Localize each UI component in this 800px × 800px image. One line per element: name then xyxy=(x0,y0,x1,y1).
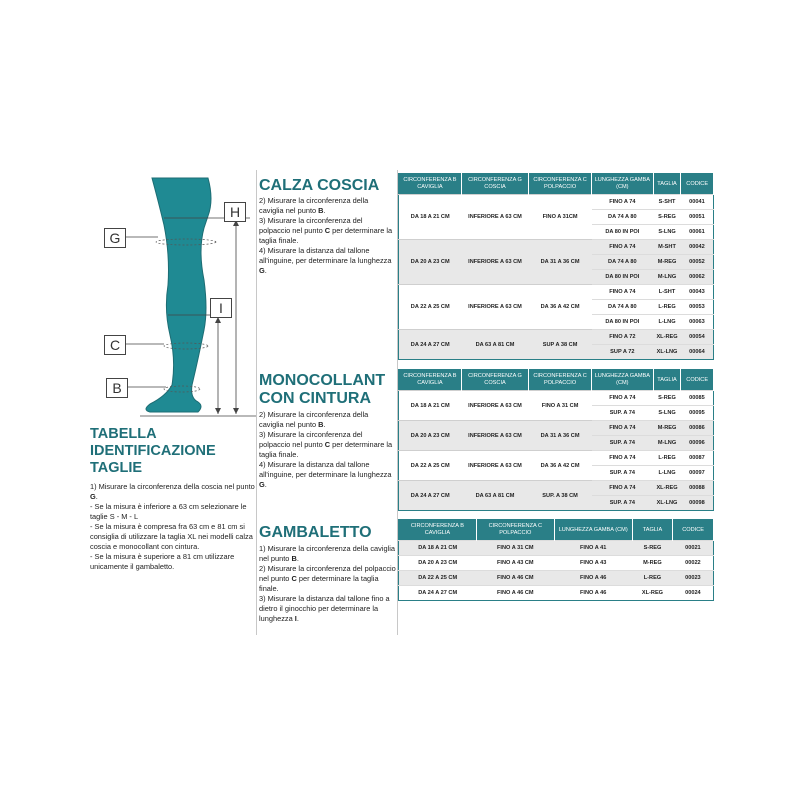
table-cell: L-REG xyxy=(632,571,673,586)
table-cell: SUP. A 38 CM xyxy=(529,481,592,511)
label-b: B xyxy=(106,378,128,398)
tabella-line: - Se la misura è superiore a 81 cm utilizzare unicamente il gambaletto. xyxy=(90,552,235,571)
table-cell: SUP A 72 xyxy=(592,345,654,360)
table-header-cell: LUNGHEZZA GAMBA (CM) xyxy=(592,370,654,391)
table-cell: FINO A 46 xyxy=(554,586,632,601)
gamba-size-table xyxy=(398,519,714,601)
table-cell: 00097 xyxy=(681,466,714,481)
table-cell: FINO A 43 xyxy=(554,556,632,571)
table-cell: FINO A 31 CM xyxy=(529,391,592,421)
table-cell: DA 74 A 80 xyxy=(592,255,654,270)
table-row xyxy=(399,481,714,496)
table-cell: DA 18 A 21 CM xyxy=(399,541,477,556)
table-cell: DA 80 IN POI xyxy=(592,315,654,330)
table-cell: 00088 xyxy=(681,481,714,496)
table-cell: XL-REG xyxy=(632,586,673,601)
table-cell: S-REG xyxy=(653,210,681,225)
table-cell: DA 31 A 36 CM xyxy=(529,421,592,451)
table-cell: S-SHT xyxy=(653,195,681,210)
tabella-line: - Se la misura è compresa fra 63 cm e 81 cm si consiglia di utilizzare la taglia XL nei modelli calza coscia e monocollant con cintura. xyxy=(90,522,253,551)
table-cell: M-REG xyxy=(632,556,673,571)
table-header-cell: TAGLIA xyxy=(632,520,673,541)
table-cell: FINO A 74 xyxy=(592,285,654,300)
table-cell: DA 36 A 42 CM xyxy=(529,285,592,330)
table-cell: 00086 xyxy=(681,421,714,436)
table-cell: S-REG xyxy=(632,541,673,556)
table-row xyxy=(399,285,714,300)
table-cell: 00087 xyxy=(681,451,714,466)
table-cell: 00054 xyxy=(681,330,714,345)
table-cell: 00022 xyxy=(673,556,714,571)
table-row xyxy=(399,330,714,345)
table-cell: S-REG xyxy=(653,391,681,406)
table-cell: FINO A 46 CM xyxy=(476,586,554,601)
table-cell: INFERIORE A 63 CM xyxy=(461,285,528,330)
table-cell: 00041 xyxy=(681,195,714,210)
table-cell: FINO A 74 xyxy=(592,240,654,255)
leg-diagram xyxy=(80,170,260,425)
gamba-title: GAMBALETTO xyxy=(259,524,372,541)
table-cell: DA 24 A 27 CM xyxy=(399,481,462,511)
table-header-cell: CIRCONFERENZA G COSCIA xyxy=(461,174,528,195)
table-cell: DA 74 A 80 xyxy=(592,300,654,315)
table-cell: 00053 xyxy=(681,300,714,315)
mono-line: 4) Misurare la distanza dal tallone all'inguine, per determinare la lunghezza G. xyxy=(259,460,392,489)
tabella-title: TABELLA IDENTIFICAZIONE TAGLIE xyxy=(90,426,216,476)
table-cell: 00024 xyxy=(673,586,714,601)
table-row xyxy=(399,391,714,406)
table-cell: DA 20 A 23 CM xyxy=(399,240,462,285)
table-cell: SUP. A 74 xyxy=(592,466,654,481)
table-cell: INFERIORE A 63 CM xyxy=(461,240,528,285)
table-header-cell: CODICE xyxy=(673,520,714,541)
table-cell: SUP. A 74 xyxy=(592,496,654,511)
table-cell: DA 80 IN POI xyxy=(592,225,654,240)
table-header-cell: CODICE xyxy=(681,174,714,195)
table-cell: DA 63 A 81 CM xyxy=(461,481,528,511)
table-cell: M-SHT xyxy=(653,240,681,255)
table-cell: INFERIORE A 63 CM xyxy=(461,451,528,481)
table-cell: FINO A 41 xyxy=(554,541,632,556)
table-row xyxy=(399,240,714,255)
mono-text xyxy=(259,410,394,490)
table-cell: DA 22 A 25 CM xyxy=(399,571,477,586)
table-cell: M-REG xyxy=(653,255,681,270)
table-cell: L-LNG xyxy=(653,466,681,481)
table-row xyxy=(399,586,714,601)
label-g: G xyxy=(104,228,126,248)
table-header-cell: CIRCONFERENZA C POLPACCIO xyxy=(476,520,554,541)
gamba-line: 3) Misurare la distanza dal tallone fino a dietro il ginocchio per determinare la lunghezza I. xyxy=(259,594,390,623)
table-cell: 00063 xyxy=(681,315,714,330)
calza-title: CALZA COSCIA xyxy=(259,177,380,194)
table-cell: S-LNG xyxy=(653,225,681,240)
calza-text xyxy=(259,196,394,276)
mono-title: MONOCOLLANT CON CINTURA xyxy=(259,372,386,407)
table-cell: 00042 xyxy=(681,240,714,255)
table-cell: DA 20 A 23 CM xyxy=(399,421,462,451)
table-cell: 00095 xyxy=(681,406,714,421)
table-cell: 00023 xyxy=(673,571,714,586)
table-header-cell: CODICE xyxy=(681,370,714,391)
table-cell: FINO A 74 xyxy=(592,421,654,436)
table-cell: DA 74 A 80 xyxy=(592,210,654,225)
table-cell: SUP. A 74 xyxy=(592,406,654,421)
table-cell: SUP. A 74 xyxy=(592,436,654,451)
table-cell: L-SHT xyxy=(653,285,681,300)
table-header-cell: CIRCONFERENZA C POLPACCIO xyxy=(529,370,592,391)
table-cell: DA 63 A 81 CM xyxy=(461,330,528,360)
table-cell: FINO A 72 xyxy=(592,330,654,345)
table-cell: 00096 xyxy=(681,436,714,451)
table-cell: FINO A 31CM xyxy=(529,195,592,240)
table-cell: DA 18 A 21 CM xyxy=(399,391,462,421)
mono-line: 2) Misurare la circonferenza della caviglia nel punto B. xyxy=(259,410,369,429)
table-cell: L-LNG xyxy=(653,315,681,330)
table-cell: 00062 xyxy=(681,270,714,285)
table-cell: SUP A 38 CM xyxy=(529,330,592,360)
table-cell: 00052 xyxy=(681,255,714,270)
label-c: C xyxy=(104,335,126,355)
table-header-cell: CIRCONFERENZA G COSCIA xyxy=(461,370,528,391)
table-cell: 00043 xyxy=(681,285,714,300)
calza-line: 4) Misurare la distanza dal tallone all'inguine, per determinare la lunghezza G. xyxy=(259,246,392,275)
table-cell: FINO A 74 xyxy=(592,451,654,466)
table-header-row xyxy=(399,174,714,195)
table-header-row xyxy=(399,370,714,391)
table-row xyxy=(399,195,714,210)
table-cell: S-LNG xyxy=(653,406,681,421)
table-cell: M-LNG xyxy=(653,436,681,451)
table-row xyxy=(399,541,714,556)
table-cell: DA 31 A 36 CM xyxy=(529,240,592,285)
table-header-cell: CIRCONFERENZA C POLPACCIO xyxy=(529,174,592,195)
gamba-text xyxy=(259,544,397,624)
table-cell: XL-REG xyxy=(653,481,681,496)
divider xyxy=(256,170,257,635)
label-h: H xyxy=(224,202,246,222)
table-cell: FINO A 74 xyxy=(592,391,654,406)
table-cell: 00021 xyxy=(673,541,714,556)
table-cell: DA 20 A 23 CM xyxy=(399,556,477,571)
table-row xyxy=(399,421,714,436)
tabella-text xyxy=(90,482,258,572)
calza-size-table xyxy=(398,173,714,360)
tabella-line: - Se la misura è inferiore a 63 cm selezionare le taglie S - M - L xyxy=(90,502,247,521)
table-cell: DA 24 A 27 CM xyxy=(399,330,462,360)
table-cell: 00085 xyxy=(681,391,714,406)
table-cell: INFERIORE A 63 CM xyxy=(461,195,528,240)
table-header-cell: TAGLIA xyxy=(653,174,681,195)
table-cell: FINO A 46 CM xyxy=(476,571,554,586)
table-row xyxy=(399,451,714,466)
gamba-line: 2) Misurare la circonferenza del polpaccio nel punto C per determinare la taglia finale. xyxy=(259,564,396,593)
mono-line: 3) Misurare la circonferenza del polpaccio nel punto C per determinare la taglia finale. xyxy=(259,430,393,459)
table-cell: INFERIORE A 63 CM xyxy=(461,391,528,421)
table-cell: FINO A 46 xyxy=(554,571,632,586)
table-cell: M-REG xyxy=(653,421,681,436)
table-row xyxy=(399,556,714,571)
table-cell: XL-REG xyxy=(653,330,681,345)
gamba-line: 1) Misurare la circonferenza della caviglia nel punto B. xyxy=(259,544,395,563)
table-header-cell: CIRCONFERENZA B CAVIGLIA xyxy=(399,520,477,541)
calza-line: 2) Misurare la circonferenza della caviglia nel punto B. xyxy=(259,196,369,215)
table-cell: FINO A 74 xyxy=(592,195,654,210)
table-cell: FINO A 74 xyxy=(592,481,654,496)
table-header-cell: LUNGHEZZA GAMBA (CM) xyxy=(592,174,654,195)
table-cell: L-REG xyxy=(653,451,681,466)
table-cell: L-REG xyxy=(653,300,681,315)
table-cell: FINO A 31 CM xyxy=(476,541,554,556)
table-cell: DA 24 A 27 CM xyxy=(399,586,477,601)
table-cell: M-LNG xyxy=(653,270,681,285)
table-cell: 00098 xyxy=(681,496,714,511)
table-cell: DA 18 A 21 CM xyxy=(399,195,462,240)
table-header-cell: TAGLIA xyxy=(653,370,681,391)
table-header-cell: CIRCONFERENZA B CAVIGLIA xyxy=(399,174,462,195)
table-cell: 00064 xyxy=(681,345,714,360)
table-cell: 00051 xyxy=(681,210,714,225)
table-cell: XL-LNG xyxy=(653,496,681,511)
table-cell: 00061 xyxy=(681,225,714,240)
table-header-cell: CIRCONFERENZA B CAVIGLIA xyxy=(399,370,462,391)
table-cell: INFERIORE A 63 CM xyxy=(461,421,528,451)
table-cell: DA 22 A 25 CM xyxy=(399,451,462,481)
table-cell: XL-LNG xyxy=(653,345,681,360)
tabella-line: 1) Misurare la circonferenza della coscia nel punto G. xyxy=(90,482,255,501)
table-cell: DA 22 A 25 CM xyxy=(399,285,462,330)
calza-line: 3) Misurare la circonferenza del polpaccio nel punto C per determinare la taglia finale. xyxy=(259,216,393,245)
table-row xyxy=(399,571,714,586)
mono-size-table xyxy=(398,369,714,511)
table-header-cell: LUNGHEZZA GAMBA (CM) xyxy=(554,520,632,541)
table-cell: DA 36 A 42 CM xyxy=(529,451,592,481)
label-i: I xyxy=(210,298,232,318)
table-cell: DA 80 IN POI xyxy=(592,270,654,285)
table-header-row xyxy=(399,520,714,541)
table-cell: FINO A 43 CM xyxy=(476,556,554,571)
